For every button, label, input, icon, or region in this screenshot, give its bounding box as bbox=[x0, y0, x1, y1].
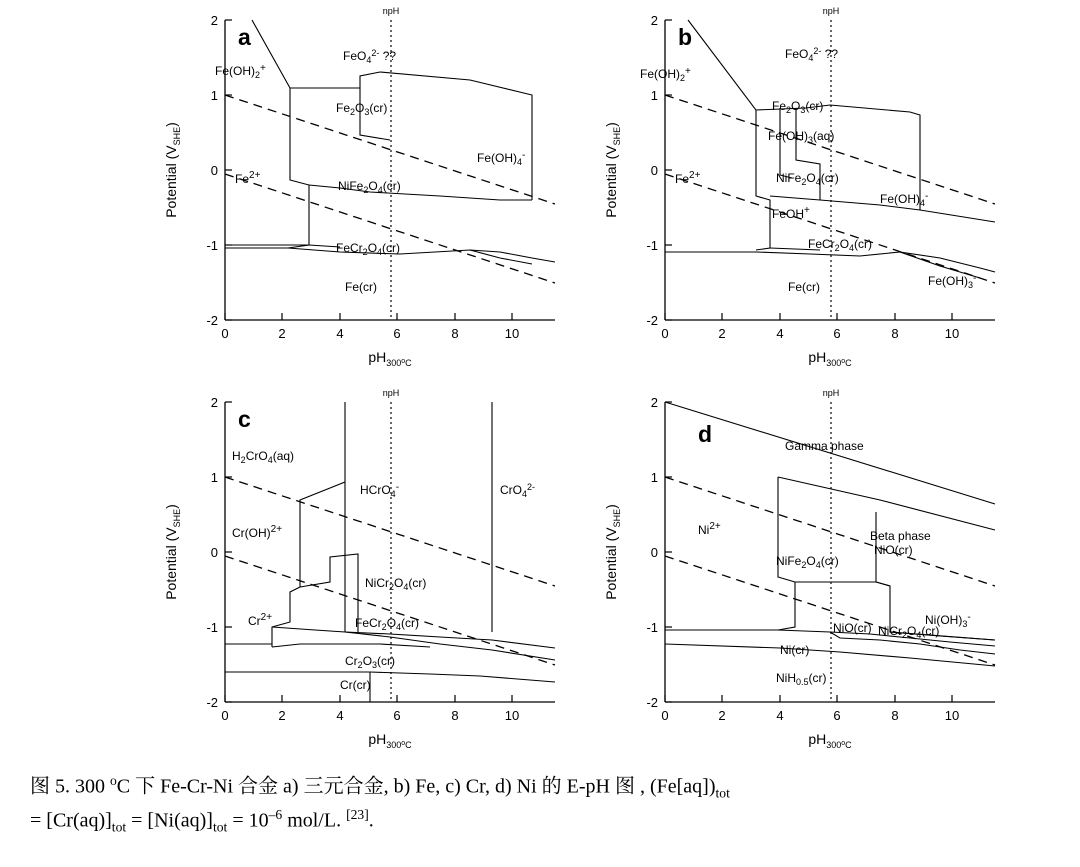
x-tick-label: 2 bbox=[278, 708, 286, 723]
x-tick-label: 6 bbox=[833, 708, 841, 723]
annotation: CrO$_4^{2-}$ bbox=[500, 482, 536, 499]
annotation: NiO(cr) bbox=[874, 543, 913, 557]
x-tick-label: 0 bbox=[221, 326, 229, 341]
y-tick-label: 2 bbox=[210, 395, 218, 410]
y-tick-label: -2 bbox=[646, 313, 658, 328]
x-tick-label: 8 bbox=[451, 326, 459, 341]
y-tick-label: 2 bbox=[650, 395, 658, 410]
annotation: $NiFe_2O_4(cr)$ bbox=[776, 171, 839, 187]
x-tick-label: 4 bbox=[336, 326, 344, 341]
annotation: $NiCr_2O_4(cr)$ bbox=[878, 624, 940, 640]
water-reduction-line bbox=[665, 556, 995, 665]
x-tick-label: 8 bbox=[451, 708, 459, 723]
chart-panel-c bbox=[140, 382, 610, 757]
water-reduction-line bbox=[225, 556, 555, 665]
annotation: $H_2CrO_4(aq)$ bbox=[232, 449, 295, 465]
annotation: $Fe(OH)_4^-$ bbox=[880, 191, 929, 208]
annotation: Beta phase bbox=[870, 529, 931, 543]
x-tick-label: 0 bbox=[221, 708, 229, 723]
annotation: NiO(cr) bbox=[833, 621, 872, 635]
annotation: $Fe(OH)_4^-$ bbox=[477, 150, 526, 167]
annotation: $Fe_2O_3(cr)$ bbox=[336, 101, 388, 117]
annotation: $Fe^{2+}$ bbox=[675, 170, 701, 186]
panel-a-svg bbox=[140, 0, 610, 375]
annotation: $FeCr_2O_4(cr)$ bbox=[336, 241, 401, 257]
y-axis-label: Potential $(V_{SHE})$ bbox=[603, 504, 622, 600]
x-tick-label: 2 bbox=[718, 708, 726, 723]
water-reduction-line bbox=[665, 174, 995, 283]
x-tick-label: 0 bbox=[661, 708, 669, 723]
annotation: $Ni(OH)_3^-$ bbox=[925, 612, 971, 629]
y-tick-label: 0 bbox=[210, 545, 218, 560]
annotation: $Fe_2O_3(cr)$ bbox=[772, 99, 824, 115]
annotation: Ni(cr) bbox=[780, 643, 810, 657]
annotation: Fe(cr) bbox=[788, 280, 820, 294]
chart-panel-b bbox=[580, 0, 1050, 375]
chart-panel-d bbox=[580, 382, 1050, 757]
panel-b-svg bbox=[580, 0, 1050, 375]
x-tick-label: 8 bbox=[891, 708, 899, 723]
x-axis-label: $pH_{300}^o_C$ bbox=[808, 349, 852, 368]
panel-letter: a bbox=[238, 24, 251, 50]
x-axis-label: $pH_{300}^o_C$ bbox=[368, 731, 412, 750]
panel-letter: b bbox=[678, 24, 693, 50]
y-tick-label: 2 bbox=[650, 13, 658, 28]
x-tick-label: 10 bbox=[504, 326, 520, 341]
x-tick-label: 2 bbox=[278, 326, 286, 341]
x-tick-label: 4 bbox=[776, 326, 784, 341]
x-tick-label: 10 bbox=[944, 326, 960, 341]
annotation: $Ni^{2+}$ bbox=[698, 521, 721, 537]
x-tick-label: 4 bbox=[336, 708, 344, 723]
annotation: $NiFe_2O_4(cr)$ bbox=[338, 179, 401, 195]
annotation: $Fe^{2+}$ bbox=[235, 170, 261, 186]
annotation: $NiFe_2O_4(cr)$ bbox=[776, 554, 839, 570]
nph-label: npH bbox=[822, 388, 840, 398]
x-tick-label: 4 bbox=[776, 708, 784, 723]
annotation: $FeCr_2O_4(cr)$ bbox=[355, 616, 420, 632]
x-tick-label: 0 bbox=[661, 326, 669, 341]
y-axis-label: Potential $(V_{SHE})$ bbox=[163, 122, 182, 218]
annotation: FeO$_4^{2-}$ ?? bbox=[343, 48, 397, 65]
annotation: $Fe(OH)_2^+$ bbox=[215, 63, 266, 80]
x-tick-label: 10 bbox=[944, 708, 960, 723]
y-tick-label: 1 bbox=[210, 470, 218, 485]
x-tick-label: 8 bbox=[891, 326, 899, 341]
annotation: HCrO$_4$- bbox=[360, 482, 400, 499]
x-tick-label: 2 bbox=[718, 326, 726, 341]
y-tick-label: -2 bbox=[206, 695, 218, 710]
panel-letter: d bbox=[698, 421, 713, 447]
annotation: Fe(cr) bbox=[345, 280, 377, 294]
annotation: $Cr_2O_3(cr)$ bbox=[345, 654, 396, 670]
annotation: $FeCr_2O_4(cr)$ bbox=[808, 237, 873, 253]
y-tick-label: 2 bbox=[210, 13, 218, 28]
figure-caption bbox=[30, 770, 1050, 837]
panel-letter: c bbox=[238, 406, 251, 432]
annotation: $NiCr_2O_4(cr)$ bbox=[365, 576, 427, 592]
annotation: Cr(cr) bbox=[340, 678, 371, 692]
nph-label: npH bbox=[382, 6, 400, 16]
y-axis-label: Potential $(V_{SHE})$ bbox=[163, 504, 182, 600]
x-tick-label: 10 bbox=[504, 708, 520, 723]
chart-panel-a bbox=[140, 0, 610, 375]
y-tick-label: -1 bbox=[206, 238, 218, 253]
annotation: $Cr^{2+}$ bbox=[248, 612, 273, 628]
y-tick-label: 0 bbox=[210, 163, 218, 178]
water-oxidation-line bbox=[665, 95, 995, 204]
panel-d-svg bbox=[580, 382, 1050, 757]
x-tick-label: 6 bbox=[393, 326, 401, 341]
y-tick-label: 0 bbox=[650, 163, 658, 178]
annotation: FeO$_4^{2-}$ ?? bbox=[785, 46, 839, 63]
x-tick-label: 6 bbox=[833, 326, 841, 341]
nph-label: npH bbox=[382, 388, 400, 398]
annotation: Cr(OH)$^{2+}$ bbox=[232, 524, 283, 540]
y-tick-label: -2 bbox=[206, 313, 218, 328]
y-tick-label: 1 bbox=[210, 88, 218, 103]
nph-label: npH bbox=[822, 6, 840, 16]
caption-line-1: 图 5. 300 $^o$C 下 Fe-Cr-Ni 合金 a) 三元合金, b) Fe, c) Cr, d) Ni 的 E-pH 图 , $(Fe[aq])_{tot}$ bbox=[30, 773, 730, 801]
y-axis-label: Potential $(V_{SHE})$ bbox=[603, 122, 622, 218]
annotation: NiH$_{0.5}$(cr) bbox=[776, 671, 827, 687]
annotation: $Fe(OH)_3(aq)$ bbox=[768, 129, 835, 145]
x-tick-label: 6 bbox=[393, 708, 401, 723]
y-tick-label: -1 bbox=[206, 620, 218, 635]
y-tick-label: -1 bbox=[646, 238, 658, 253]
x-axis-label: $pH_{300}^o_C$ bbox=[368, 349, 412, 368]
y-tick-label: -2 bbox=[646, 695, 658, 710]
x-axis-label: $pH_{300}^o_C$ bbox=[808, 731, 852, 750]
caption-line-2: = $[Cr(aq)]_{tot} = [Ni(aq)]_{tot} = 10^{-6}$ mol/L. [23]. bbox=[30, 806, 374, 835]
y-tick-label: 1 bbox=[650, 470, 658, 485]
panel-c-svg bbox=[140, 382, 610, 757]
annotation: FeOH+ bbox=[772, 205, 810, 221]
annotation: $Fe(OH)_3^-$ bbox=[928, 273, 977, 290]
annotation: Gamma phase bbox=[785, 439, 864, 453]
y-tick-label: -1 bbox=[646, 620, 658, 635]
y-tick-label: 0 bbox=[650, 545, 658, 560]
y-tick-label: 1 bbox=[650, 88, 658, 103]
annotation: $Fe(OH)_2^+$ bbox=[640, 66, 691, 83]
